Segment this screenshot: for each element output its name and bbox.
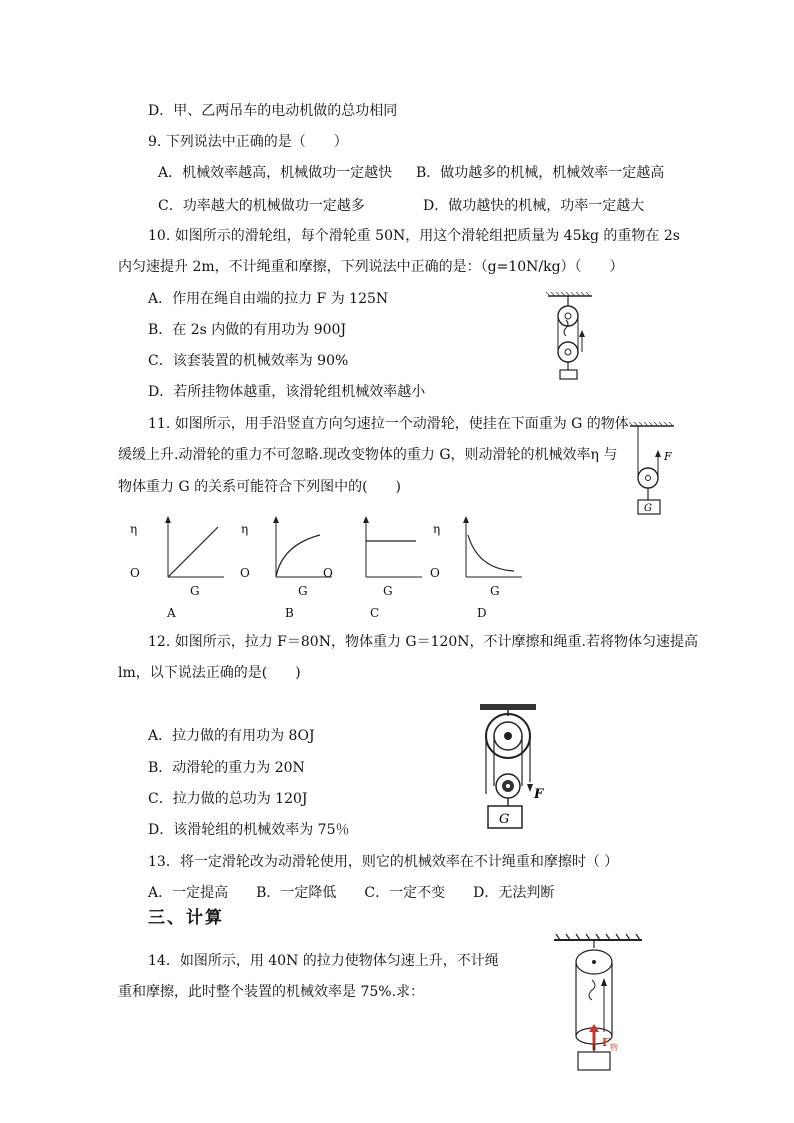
q10-option-c: C．该套装置的机械效率为 90%: [148, 353, 349, 369]
q11-stem-line2: 缓缓上升.动滑轮的重力不可忽略.现改变物体的重力 G，则动滑轮的机械效率η 与: [118, 447, 618, 463]
q11-weight-label: G: [644, 503, 652, 514]
q10-option-b: B．在 2s 内做的有用功为 900J: [148, 322, 347, 338]
graph-c-option-label: C: [370, 606, 380, 620]
graph-d-curve: [468, 535, 514, 571]
graph-a-origin: O: [130, 566, 140, 580]
q9-option-b: B．做功越多的机械，机械效率一定越高: [416, 165, 665, 181]
graph-a: [160, 515, 228, 581]
q10-option-d: D．若所挂物体越重，该滑轮组机械效率越小: [148, 384, 426, 400]
q11-force-label: F: [664, 450, 672, 463]
graph-a-y-label: η: [130, 522, 138, 536]
q10-stem-line2: 内匀速提升 2m，不计绳重和摩擦，下列说法中正确的是：（g=10N/kg）（ ）: [118, 259, 624, 275]
graph-d-origin: O: [430, 566, 440, 580]
graph-c: [358, 515, 426, 581]
q12-option-d: D．该滑轮组的机械效率为 75％: [148, 822, 350, 838]
graph-a-curve: [168, 527, 218, 577]
q13-options: A．一定提高 B．一定降低 C．一定不变 D．无法判断: [148, 885, 555, 901]
graph-d-x-label: G: [490, 584, 500, 598]
q14-force-label: F: [602, 1036, 610, 1049]
graph-d-option-label: D: [477, 606, 487, 620]
graph-b-x-label: G: [298, 584, 308, 598]
q12-force-label: F: [534, 787, 544, 802]
q11-stem-line1: 11. 如图所示，用手沿竖直方向匀速拉一个动滑轮，使挂在下面重为 G 的物体: [148, 416, 629, 432]
q14-stem-line1: 14．如图所示，用 40N 的拉力使物体匀速上升，不计绳: [148, 953, 499, 969]
q9-option-a: A．机械效率越高，机械做功一定越快: [158, 165, 393, 181]
q12-weight-label: G: [499, 812, 510, 827]
graph-b-curve: [276, 535, 320, 577]
q12-option-a: A．拉力做的有用功为 8OJ: [148, 728, 315, 744]
q11-pulley-figure: [624, 420, 684, 520]
graph-c-origin: O: [323, 566, 333, 580]
section-heading: 三、计算: [148, 908, 224, 928]
q14-stem-line2: 重和摩擦，此时整个装置的机械效率是 75%.求：: [118, 984, 425, 1000]
graph-b-origin: O: [240, 566, 250, 580]
q12-stem-line2: lm，以下说法正确的是( ): [118, 665, 301, 681]
q10-option-a: A．作用在绳自由端的拉力 F 为 125N: [148, 291, 389, 307]
q14-force-subscript: 物: [610, 1043, 618, 1052]
q10-stem-line1: 10. 如图所示的滑轮组，每个滑轮重 50N，用这个滑轮组把质量为 45kg 的重物在 2s: [148, 228, 680, 244]
graph-a-x-label: G: [190, 584, 200, 598]
q12-option-b: B．动滑轮的重力为 20N: [148, 760, 305, 776]
q9-stem: 9. 下列说法中正确的是（ ）: [148, 134, 348, 150]
q12-pulley-figure: [472, 702, 552, 834]
graph-a-option-label: A: [167, 606, 176, 620]
graph-d-y-label: η: [433, 522, 441, 536]
q9-option-d: D．做功越快的机械，功率一定越大: [423, 198, 645, 214]
graph-c-x-label: G: [383, 584, 393, 598]
q9-option-c: C．功率越大的机械做功一定越多: [158, 198, 365, 214]
graph-b-option-label: B: [285, 606, 294, 620]
q8-option-d: D．甲、乙两吊车的电动机做的总功相同: [148, 103, 398, 119]
q14-pulley-figure: [548, 932, 648, 1076]
graph-b-y-label: η: [241, 522, 249, 536]
q11-stem-line3: 物体重力 G 的关系可能符合下列图中的( ): [118, 479, 402, 495]
q13-stem: 13．将一定滑轮改为动滑轮使用，则它的机械效率在不计绳重和摩擦时（ ）: [148, 854, 619, 870]
q12-option-c: C．拉力做的总功为 120J: [148, 791, 308, 807]
q10-pulley-figure: [540, 290, 600, 386]
graph-d: [458, 515, 526, 581]
q12-stem-line1: 12. 如图所示，拉力 F＝80N，物体重力 G＝120N，不计摩擦和绳重.若将物体匀速提高: [148, 634, 698, 650]
